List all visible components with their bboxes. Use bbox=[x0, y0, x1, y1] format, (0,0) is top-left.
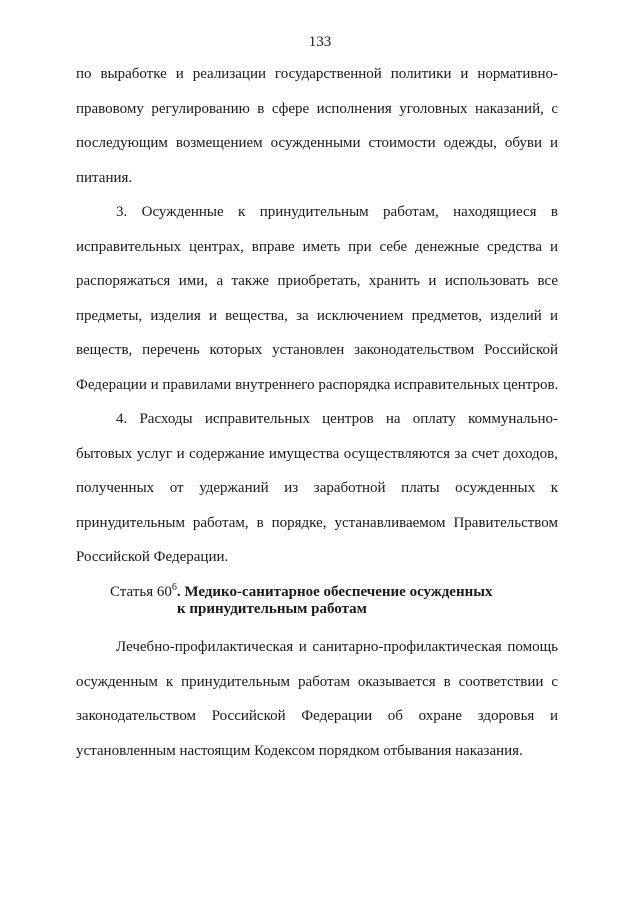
text-line: предметы, изделия и вещества, за исключением предметов, изделий и bbox=[76, 307, 558, 324]
article-heading bbox=[110, 584, 550, 618]
text-line: по выработке и реализации государственной политики и нормативно- bbox=[76, 66, 558, 82]
text-line: полученных от удержаний из заработной платы осужденных к bbox=[76, 480, 558, 497]
text-line: установленным настоящим Кодексом порядком отбывания наказания. bbox=[76, 742, 523, 759]
text-line: последующим возмещением осужденными стоимости одежды, обуви и bbox=[76, 135, 558, 152]
text-line: осужденным к принудительным работам оказывается в соответствии с bbox=[76, 673, 558, 690]
text-line: бытовых услуг и содержание имущества осуществляются за счет доходов, bbox=[76, 445, 558, 462]
text-line: питания. bbox=[76, 169, 133, 186]
text-line: веществ, перечень которых установлен законодательством Российской bbox=[76, 342, 558, 359]
page-number: 133 bbox=[308, 34, 332, 50]
text-line: законодательством Российской Федерации об охране здоровья и bbox=[76, 708, 558, 725]
text-line: Федерации и правилами внутреннего распорядка исправительных центров. bbox=[76, 376, 559, 393]
article-number: Статья 60 bbox=[110, 584, 172, 600]
text-line: принудительным работам, в порядке, устанавливаемом Правительством bbox=[76, 514, 558, 531]
paragraph-4 bbox=[76, 411, 558, 584]
article-title: . Медико-санитарное обеспечение осужденных bbox=[176, 584, 493, 600]
article-superscript: 6 bbox=[171, 582, 177, 593]
text-line: исправительных центрах, вправе иметь при себе денежные средства и bbox=[76, 238, 558, 255]
article-title-continuation: к принудительным работам bbox=[177, 601, 367, 617]
text-line: Лечебно-профилактическая и санитарно-профилактическая помощь bbox=[116, 639, 558, 655]
text-line: Российской Федерации. bbox=[76, 549, 229, 566]
text-line: распоряжаться ими, а также приобретать, хранить и использовать все bbox=[76, 273, 558, 290]
text-line: 3. Осужденные к принудительным работам, находящиеся в bbox=[116, 204, 558, 220]
paragraph-continuation bbox=[76, 66, 558, 204]
paragraph-3 bbox=[76, 204, 558, 412]
article-body bbox=[76, 639, 558, 777]
text-line: правовому регулированию в сфере исполнения уголовных наказаний, с bbox=[76, 100, 558, 117]
article-heading-line bbox=[110, 584, 550, 601]
text-line: 4. Расходы исправительных центров на оплату коммунально- bbox=[116, 411, 558, 427]
